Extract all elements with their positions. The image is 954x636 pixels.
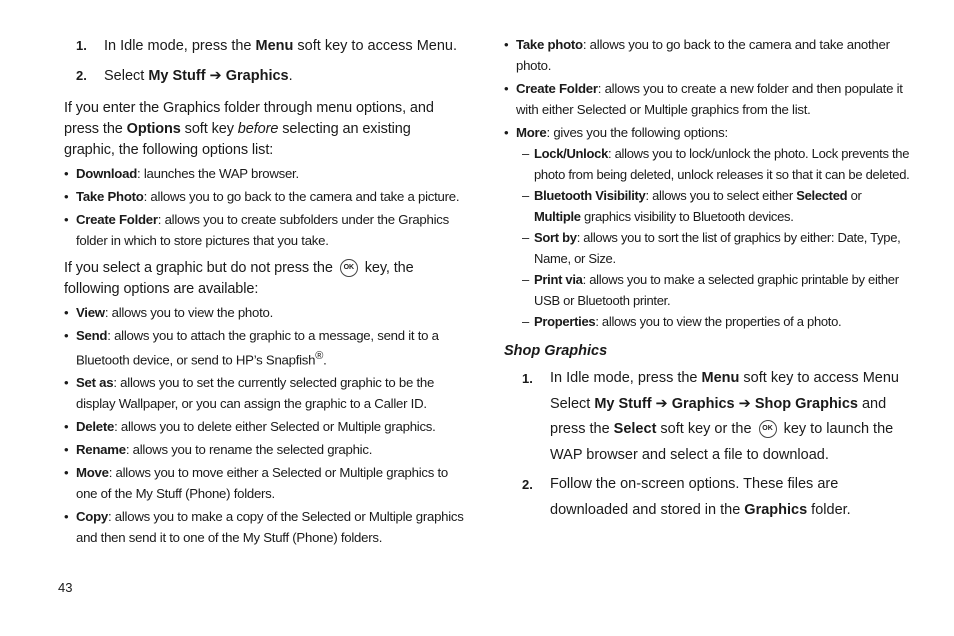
sub-item-print: – Print via: allows you to make a selected graphic printable by either USB or Bluetooth printer. [522,272,899,308]
second-intro-paragraph: If you select a graphic but do not press the OK key, the following options are available: [64,260,414,297]
page-number: 43 [58,580,73,595]
intro-paragraph: If you enter the Graphics folder through menu options, and press the Options soft key before selecting an existing graphic, the following options list: [64,100,434,158]
sub-item-properties: – Properties: allows you to view the properties of a photo. [522,314,842,329]
shop-step-2: 2. Follow the on-screen options. These files are downloaded and stored in the Graphics folder. [522,476,851,518]
section-heading: Shop Graphics [504,343,608,359]
options-list-1 [64,163,464,251]
list-item: • Take photo: allows you to go back to the camera and take another photo. [504,37,890,73]
ok-key-icon: OK [340,259,358,277]
list-item: • Take Photo: allows you to go back to the camera and take a picture. [64,189,460,204]
sub-item-bluetooth: – Bluetooth Visibility: allows you to select either Selected or Multiple graphics visibility to Bluetooth devices. [522,188,862,224]
list-item: • Create Folder: allows you to create subfolders under the Graphics folder in which to store pictures that you take. [64,212,449,248]
list-item: • Download: launches the WAP browser. [64,166,299,181]
ok-key-icon: OK [759,420,777,438]
step-2: 2. Select My Stuff ➔ Graphics. [76,68,293,84]
sub-item-sort: – Sort by: allows you to sort the list of graphics by either: Date, Type, Name, or Size. [522,230,901,266]
list-item: • Delete: allows you to delete either Selected or Multiple graphics. [64,419,436,435]
step-1: 1. In Idle mode, press the Menu soft key to access Menu. [76,38,457,54]
list-item: • Move: allows you to move either a Selected or Multiple graphics to one of the My Stuff (Phone) folders. [64,465,448,502]
list-item: • Create Folder: allows you to create a new folder and then populate it with either Selected or Multiple graphics from the list. [504,81,903,117]
shop-step-1: 1. In Idle mode, press the Menu soft key to access Menu Select My Stuff ➔ Graphics ➔ Shop Graphics and press the Select soft key or the OK key to launch the WAP browser and select a file to download. [522,370,899,463]
options-list-2 [64,302,464,548]
sub-item-lock: – Lock/Unlock: allows you to lock/unlock the photo. Lock prevents the photo from being deleted, unlock releases it so that it can be deleted. [522,146,910,182]
list-item: • Rename: allows you to rename the selected graphic. [64,442,373,458]
right-column [504,34,910,523]
list-item: • Send: allows you to attach the graphic to a message, send it to a Bluetooth device, or send to HP’s Snapfish®. [64,328,439,368]
list-item: • Copy: allows you to make a copy of the Selected or Multiple graphics and then send it to one of the My Stuff (Phone) folders. [64,509,464,546]
list-item: • Set as: allows you to set the currently selected graphic to be the display Wallpaper, or you can assign the graphic to a Caller ID. [64,375,435,412]
list-item: • More: gives you the following options: [504,125,728,140]
list-item: • View: allows you to view the photo. [64,305,274,320]
left-column [64,34,464,548]
